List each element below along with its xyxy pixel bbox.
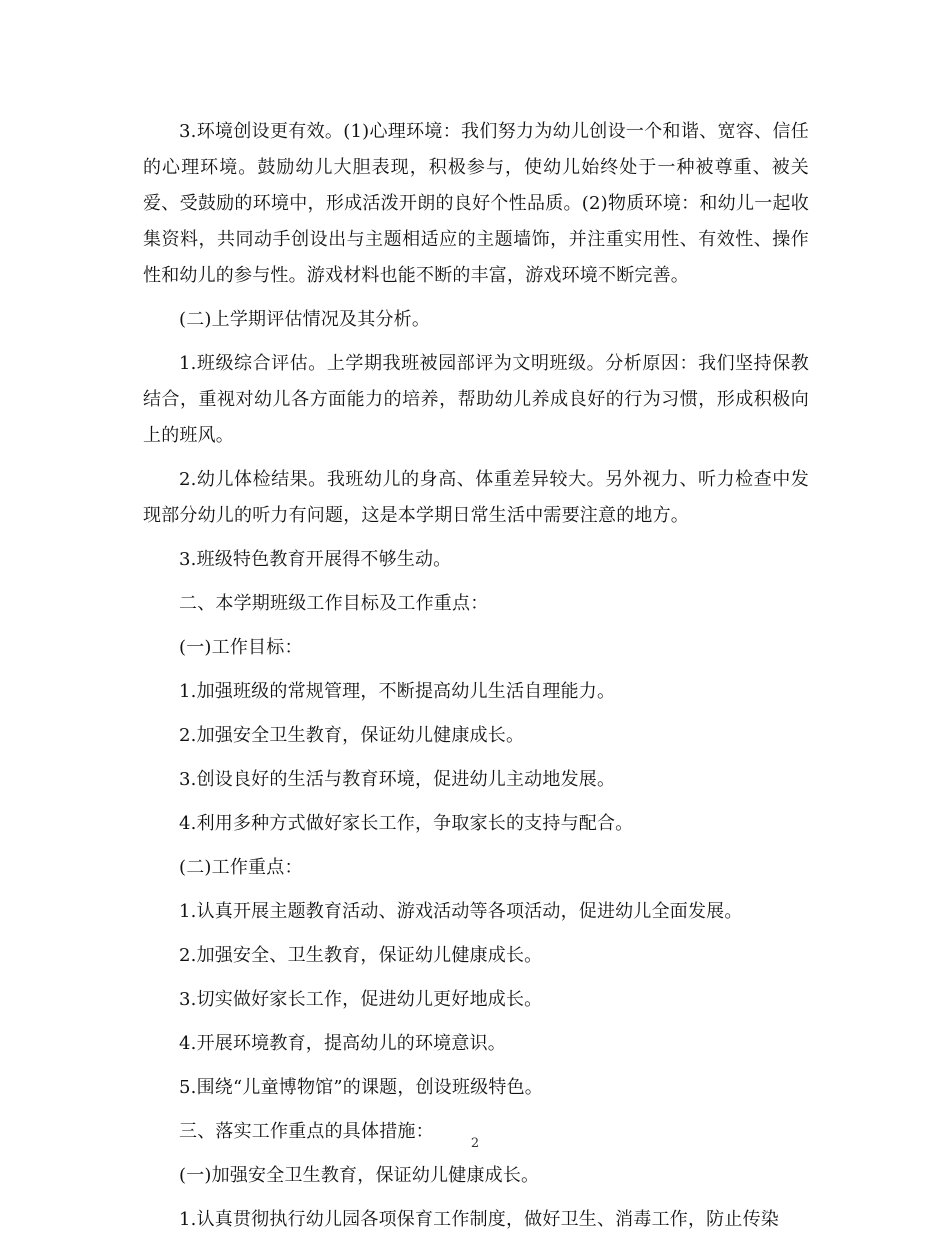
- list-item: 3.切实做好家长工作，促进幼儿更好地成长。: [179, 989, 543, 1010]
- list-item: 3.创设良好的生活与教育环境，促进幼儿主动地发展。: [179, 769, 616, 790]
- list-item: 5.围绕“儿童博物馆”的课题，创设班级特色。: [179, 1077, 543, 1098]
- paragraph: 3.班级特色教育开展得不够生动。: [179, 549, 452, 570]
- paragraph: 3.环境创设更有效。(1)心理环境：我们努力为幼儿创设一个和谐、宽容、信任的心理环境。鼓励幼儿大胆表现，积极参与，使幼儿始终处于一种被尊重、被关爱、受鼓励的环境中，形成活泼开朗的良好个性品质。(2)物质环境：和幼儿一起收集资料，共同动手创设出与主题相适应的主题墙饰，并注重实用性、有效性、操作性和幼儿的参与性。游戏材料也能不断的丰富，游戏环境不断完善。: [143, 121, 809, 286]
- document-body: [143, 114, 809, 1246]
- list-item: 1.认真开展主题教育活动、游戏活动等各项活动，促进幼儿全面发展。: [179, 901, 743, 922]
- section-heading: 二、本学期班级工作目标及工作重点：: [179, 593, 489, 614]
- list-item: 4.开展环境教育，提高幼儿的环境意识。: [179, 1033, 506, 1054]
- list-item: 1.加强班级的常规管理，不断提高幼儿生活自理能力。: [179, 681, 616, 702]
- subsection-heading: (二)工作重点：: [179, 857, 303, 878]
- paragraph: 1.班级综合评估。上学期我班被园部评为文明班级。分析原因：我们坚持保教结合，重视对幼儿各方面能力的培养，帮助幼儿养成良好的行为习惯，形成积极向上的班风。: [143, 353, 809, 446]
- section-heading: (二)上学期评估情况及其分析。: [179, 309, 431, 330]
- paragraph: 1.认真贯彻执行幼儿园各项保育工作制度，做好卫生、消毒工作，防止传染: [179, 1209, 779, 1230]
- list-item: 2.加强安全、卫生教育，保证幼儿健康成长。: [179, 945, 543, 966]
- section-heading: 三、落实工作重点的具体措施：: [179, 1121, 434, 1142]
- paragraph: 2.幼儿体检结果。我班幼儿的身高、体重差异较大。另外视力、听力检查中发现部分幼儿的听力有问题，这是本学期日常生活中需要注意的地方。: [143, 469, 809, 526]
- subsection-heading: (一)工作目标：: [179, 637, 303, 658]
- subsection-heading: (一)加强安全卫生教育，保证幼儿健康成长。: [179, 1165, 540, 1186]
- list-item: 4.利用多种方式做好家长工作，争取家长的支持与配合。: [179, 813, 634, 834]
- list-item: 2.加强安全卫生教育，保证幼儿健康成长。: [179, 725, 525, 746]
- page-number: 2: [470, 1136, 480, 1151]
